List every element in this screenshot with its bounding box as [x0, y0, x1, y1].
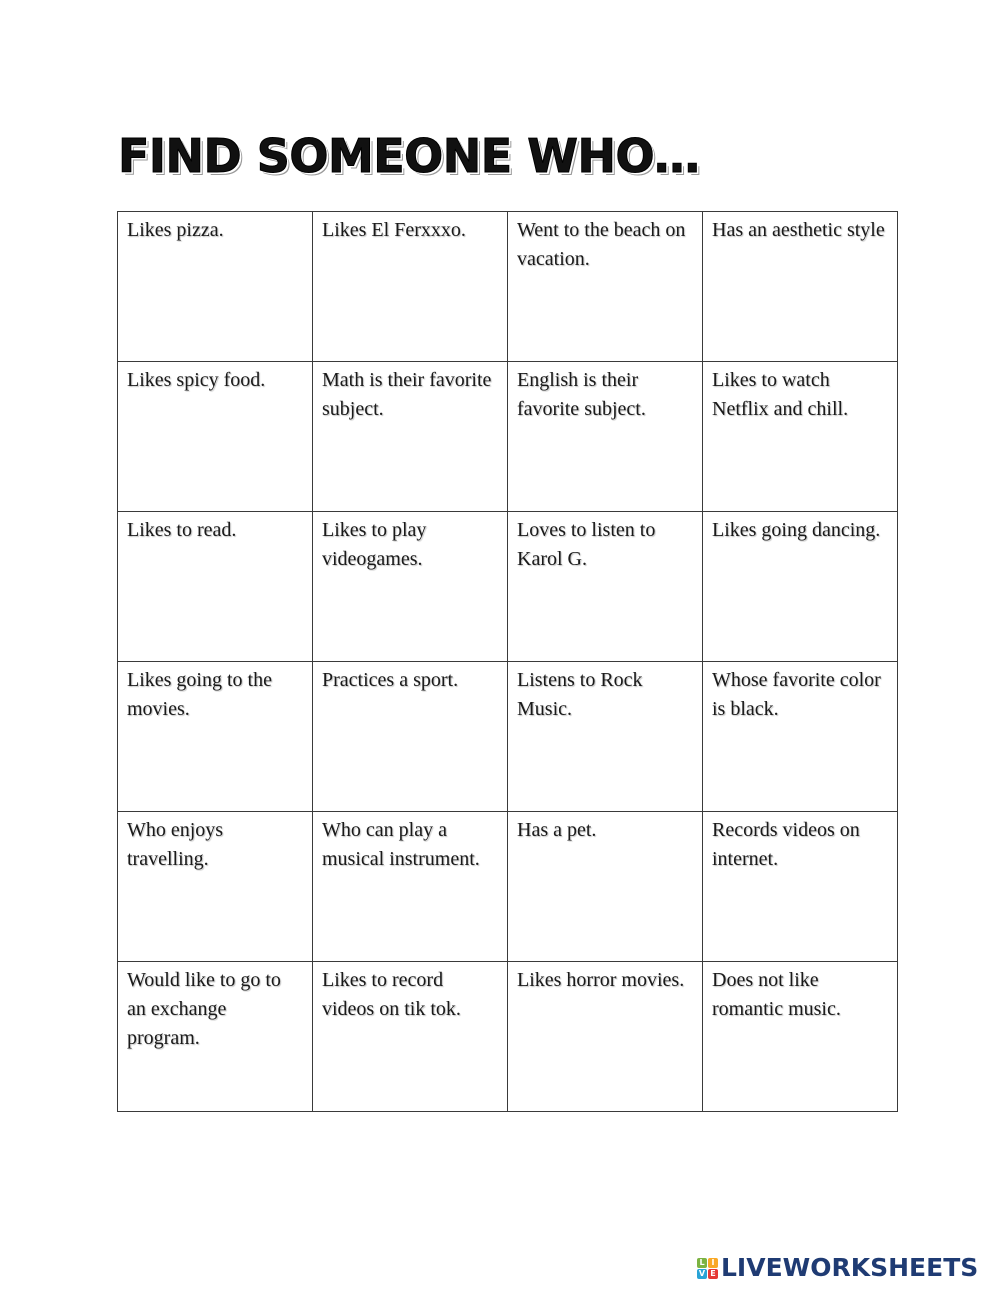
grid-cell: Would like to go to an exchange program. — [118, 962, 313, 1112]
grid-cell: Who can play a musical instrument. — [313, 812, 508, 962]
grid-cell: Does not like romantic music. — [703, 962, 898, 1112]
grid-row-2 — [118, 362, 898, 512]
grid-cell: Whose favorite color is black. — [703, 662, 898, 812]
liveworksheets-logo-icon — [697, 1258, 718, 1279]
logo-tile-l: L — [697, 1258, 707, 1268]
logo-tile-v: V — [698, 1269, 706, 1278]
grid-cell: Records videos on internet. — [703, 812, 898, 962]
grid-cell: Likes El Ferxxxo. — [313, 212, 508, 362]
grid-cell: Math is their favorite subject. — [313, 362, 508, 512]
grid-cell: Likes going to the movies. — [118, 662, 313, 812]
grid-cell: Likes going dancing. — [703, 512, 898, 662]
liveworksheets-logo — [697, 1254, 978, 1282]
grid-cell: Who enjoys travelling. — [118, 812, 313, 962]
grid-cell: Likes spicy food. — [118, 362, 313, 512]
grid-cell: Likes pizza. — [118, 212, 313, 362]
grid-row-4 — [118, 662, 898, 812]
grid-cell: Loves to listen to Karol G. — [508, 512, 703, 662]
grid-cell: Listens to Rock Music. — [508, 662, 703, 812]
grid-cell: Likes to record videos on tik tok. — [313, 962, 508, 1112]
logo-text: LIVEWORKSHEETS — [721, 1253, 979, 1282]
grid-row-5 — [118, 812, 898, 962]
grid-cell: Likes to read. — [118, 512, 313, 662]
grid-row-3 — [118, 512, 898, 662]
logo-tile-i: I — [708, 1258, 718, 1268]
worksheet-title: FIND SOMEONE WHO… — [118, 129, 700, 183]
grid-cell: Likes to play videogames. — [313, 512, 508, 662]
grid-row-6 — [118, 962, 898, 1112]
grid-cell: Likes to watch Netflix and chill. — [703, 362, 898, 512]
grid-cell: Practices a sport. — [313, 662, 508, 812]
grid-cell: English is their favorite subject. — [508, 362, 703, 512]
logo-tile-e: E — [708, 1269, 718, 1279]
find-someone-who-grid — [117, 211, 898, 1112]
grid-cell: Went to the beach on vacation. — [508, 212, 703, 362]
grid-cell: Likes horror movies. — [508, 962, 703, 1112]
grid-cell: Has a pet. — [508, 812, 703, 962]
grid-cell: Has an aesthetic style — [703, 212, 898, 362]
grid-row-1 — [118, 212, 898, 362]
